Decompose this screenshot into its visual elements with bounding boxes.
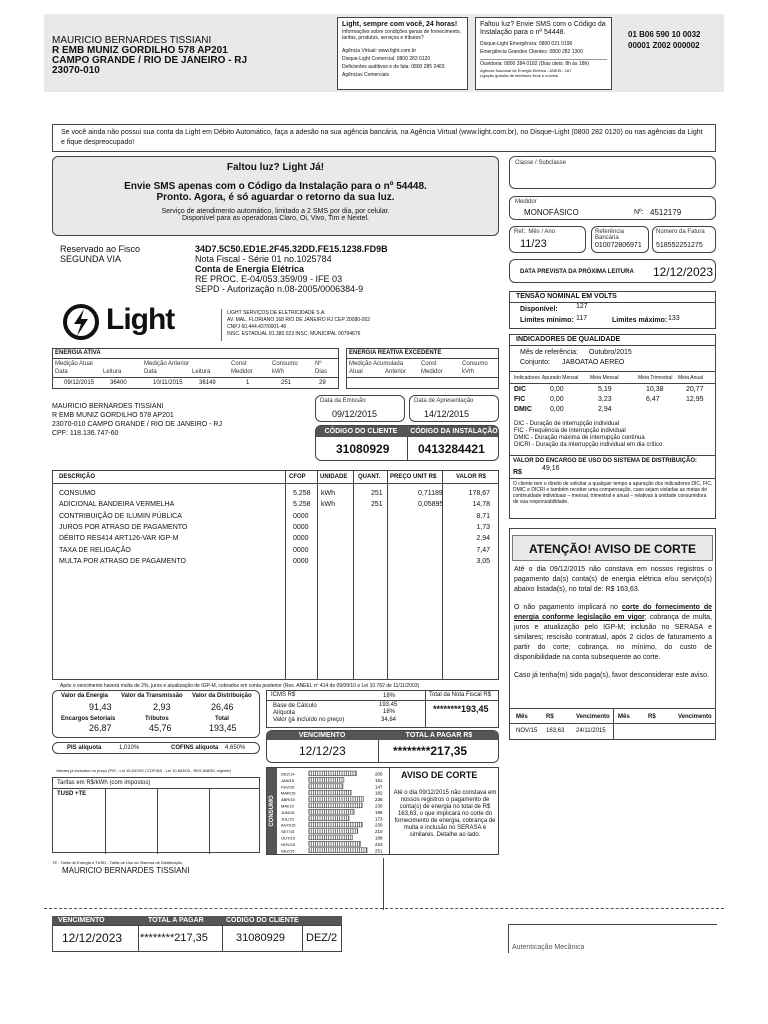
h-acum-anterior: Anterior: [385, 369, 407, 375]
h-leitura-anterior: Leitura: [192, 369, 211, 375]
qual-header-3: Meta Trimestral: [638, 375, 673, 381]
item-unidade: kWh: [321, 490, 335, 497]
const-value: 1: [246, 380, 250, 386]
itens-table: [52, 470, 499, 680]
header-cep: 23070-010: [52, 65, 100, 76]
qualidade-box: [509, 334, 716, 519]
historico-side-label: CONSUMO: [269, 795, 275, 827]
header-address: [52, 36, 247, 76]
legend-dic: DIC - Duração de interrupção individual: [514, 421, 620, 427]
fatura-box: [652, 226, 716, 253]
item-cfop: 0000: [293, 546, 309, 554]
qual-cell: 12,95: [686, 396, 704, 403]
at-h-mes-1: Mês: [516, 714, 528, 720]
item-descricao: MULTA POR ATRASO DE PAGAMENTO: [59, 557, 186, 565]
itens-footnote: Após o vencimento haverá multa de 2%, juros e atualização de IGP-M, cobrados em conta posterior (Res. ANEEL nº 414 de 09/09/10 e Lei 10.762 de 11/11/2003): [60, 683, 420, 689]
h-kvrh: kVrh: [462, 369, 475, 375]
nota-fiscal: Nota Fiscal - Série 01 no.1025784: [195, 254, 332, 264]
barcode-line-1: 01 B06 590 10 0032: [628, 30, 701, 39]
light-logo-text: Light: [106, 303, 175, 336]
company-line-3: CNPJ 60.444.437/0001-46: [227, 324, 287, 330]
hist-month-label: JAN/15: [281, 777, 295, 783]
fatura-label: Número da Fatura: [656, 229, 705, 235]
faltou-title: Faltou luz? Light Já!: [226, 162, 325, 173]
cofins-label: COFINS alíquota: [171, 745, 219, 751]
agencias: Agências Comerciais: [342, 72, 389, 78]
hist-month-label: SET/15: [281, 829, 295, 835]
qual-header-1: Apurado Mensal: [542, 375, 579, 381]
te-note: TE - Tarifa de Energia e TUSD - Tarifa de Uso do Sistema de Distribuição.: [52, 860, 183, 865]
pag-total: ********217,35: [393, 744, 468, 758]
encargo-value: 49,16: [542, 465, 560, 472]
h-reativa-const: Const: [421, 361, 437, 367]
faltou-info-box: [475, 17, 612, 90]
company-info: [227, 310, 370, 338]
aliquota-label: Alíquota: [273, 710, 296, 716]
hist-value-label: 195: [375, 809, 383, 815]
pis-cofins-box: [52, 742, 260, 754]
distribuicao-label: Valor da Distribuição: [192, 693, 252, 699]
hist-value-label: 173: [375, 816, 383, 822]
atencao-p2a: O não pagamento implicará no: [514, 604, 622, 611]
qual-row-label: DMIC: [514, 406, 532, 413]
tensao-min-label: Limites mínimo:: [520, 317, 574, 324]
stub-venc: 12/12/2023: [62, 931, 123, 945]
data-emissao-box: [315, 395, 405, 422]
tensao-title: TENSÃO NOMINAL EM VOLTS: [516, 293, 617, 300]
h-data-atual: Data: [55, 369, 68, 375]
icms-label: ICMS R$: [271, 692, 296, 698]
hist-value-label: 251: [375, 848, 383, 854]
energia-reativa-box: [346, 348, 499, 389]
cliente-cpf: CPF: 118.136.747-60: [52, 430, 119, 437]
historico-chart: [279, 769, 389, 855]
tarifas-box: [52, 777, 260, 853]
ouvidoria: Ouvidoria: 0800 284 0182 (Dias úteis: 8h às 18h): [480, 61, 589, 67]
item-valor: 1,73: [476, 523, 490, 531]
h-unidade: UNIDADE: [320, 474, 348, 480]
faltou-box-title: Faltou luz? Envie SMS com o Código da Instalação para o nº 54448.: [480, 21, 606, 36]
light-logo-icon: [62, 303, 100, 341]
aneel-note: Ligação gratuita de telefones fixos e móveis.: [480, 73, 559, 78]
light-info-box: [337, 17, 468, 90]
qualidade-legend: [514, 421, 662, 449]
h-med-atual: Medição Atual: [55, 361, 93, 367]
mes-ref: Outubro/2015: [589, 349, 632, 356]
qual-cell: 3,23: [598, 396, 612, 403]
h-med-anterior: Medição Anterior: [144, 361, 190, 367]
conta-energia: Conta de Energia Elétrica: [195, 264, 305, 274]
hist-month-label: AGO/15: [281, 822, 296, 828]
hist-month-label: OUT/15: [281, 835, 296, 841]
qual-header-0: Indicadores: [514, 375, 540, 381]
hist-month-label: DEZ/14: [281, 771, 295, 777]
header-address-2: CAMPO GRANDE / RIO DE JANEIRO - RJ: [52, 55, 248, 66]
proxima-leitura-label: DATA PREVISTA DA PRÓXIMA LEITURA: [520, 269, 634, 275]
company-line-4: INSC. ESTADUAL 81.380.023 INSC. MUNICIPAL 00794676: [227, 331, 361, 337]
dias-value: 29: [319, 380, 326, 386]
cliente-address-1: R EMB MUNIZ GORDILHO 578 AP201: [52, 412, 174, 419]
h-descricao: DESCRIÇÃO: [59, 474, 96, 480]
h-n: Nº: [315, 361, 322, 367]
historico-box: [266, 767, 499, 855]
stub-cliente: 31080929: [236, 932, 285, 944]
data-apresentacao-box: [409, 395, 499, 422]
item-cfop: 5.258: [293, 490, 311, 497]
qual-cell: 5,19: [598, 386, 612, 393]
hist-month-label: NOV/15: [281, 841, 296, 847]
stub-total-label: TOTAL A PAGAR: [148, 917, 218, 924]
proxima-leitura-value: 12/12/2023: [652, 265, 713, 279]
company-line-1: LIGHT SERVIÇOS DE ELETRICIDADE S.A.: [227, 310, 326, 316]
item-cfop: 0000: [293, 523, 309, 531]
qual-cell: 0,00: [550, 406, 564, 413]
table-row: [53, 490, 500, 501]
item-cfop: 0000: [293, 535, 309, 543]
hist-value-label: 188: [375, 835, 383, 841]
aviso-corte-small-title: AVISO DE CORTE: [401, 770, 478, 780]
codigo-instalacao: 0413284421: [418, 442, 485, 456]
hist-month-label: ABR/15: [281, 797, 295, 803]
ref-bancaria-box: [591, 226, 649, 253]
ref-mes-label: Ref.: Mês / Ano: [514, 229, 556, 235]
base-value: 193,45: [379, 702, 398, 708]
table-row: [53, 547, 500, 558]
atencao-p2c: ; cobrança de multa, juros e atualização pelo IGP-M; inclusão no SERASA e similares; rescisão contratual, após 2 ciclos de faturamento a partir do corte; cobrança, no mínimo, do custo de disponibilidade na conta subsequente ao corte.: [514, 614, 712, 661]
table-row: [53, 535, 500, 546]
hist-month-label: DEZ/15: [281, 848, 295, 854]
tensao-disp: 127: [576, 303, 588, 310]
tensao-box: [509, 291, 716, 329]
itens-header: [53, 471, 498, 484]
header-address-1: R EMB MUNIZ GORDILHO 578 AP201: [52, 45, 228, 56]
hist-value-label: 230: [375, 803, 383, 809]
ref-mes-box: [509, 226, 586, 253]
h-medidor: Medidor: [231, 369, 253, 375]
hist-value-label: 235: [375, 797, 383, 803]
item-cfop: 0000: [293, 512, 309, 520]
faltou-note-2: Disponível para as operadoras Claro, Oi, Vivo, Tim e Nextel.: [181, 215, 369, 222]
medidor-numero: 4512179: [650, 208, 682, 217]
energia-value: 91,43: [89, 702, 112, 712]
encargos-value: 26,87: [89, 723, 112, 733]
transmissao-value: 2,93: [153, 702, 171, 712]
encargo-label: VALOR DO ENCARGO DE USO DO SISTEMA DE DISTRIBUIÇÃO:: [513, 458, 698, 464]
tusd-label: TUSD +TE: [57, 791, 87, 797]
qual-header-4: Meta Anual: [678, 375, 704, 381]
item-quant: 251: [371, 501, 383, 509]
icms-box: [266, 690, 499, 728]
cliente-info: [52, 402, 222, 438]
stub-total: ********217,35: [140, 932, 208, 944]
h-preco: PREÇO UNIT R$: [390, 474, 437, 480]
atencao-p2: [514, 603, 712, 663]
stub-cliente-label: CÓDIGO DO CLIENTE: [226, 917, 316, 924]
h-dias: Dias: [315, 369, 328, 375]
cliente-name: MAURICIO BERNARDES TISSIANI: [52, 403, 164, 410]
conjunto-label: Conjunto:: [520, 359, 550, 366]
atencao-p2b: corte do fornecimento de energia conforme legislação em vigor: [514, 604, 713, 621]
table-row: [53, 524, 500, 535]
leitura-atual: 36400: [110, 380, 127, 386]
total-value: 193,45: [209, 723, 237, 733]
disque-emergencia: Disque-Light Emergência: 0800 021 0196: [480, 41, 573, 47]
reservado-fisco: Reservado ao Fisco: [60, 244, 141, 254]
mes-ref-label: Mês de referência:: [520, 349, 578, 356]
item-valor: 2,94: [476, 535, 490, 543]
at-venc: 24/11/2015: [576, 728, 606, 734]
tributos-value: 45,76: [149, 723, 172, 733]
item-preco: 0,71189: [418, 490, 443, 497]
consumo-value: 251: [281, 380, 292, 386]
icms-valor-label: Valor (já incluído no preço): [273, 717, 345, 723]
energia-ativa-label: ENERGIA ATIVA: [55, 350, 101, 356]
cofins-value: 4,650%: [225, 745, 246, 751]
h-leitura-atual: Leitura: [103, 369, 122, 375]
h-reativa-medidor: Medidor: [421, 369, 443, 375]
h-cfop: CFOP: [289, 474, 306, 480]
faltou-luz-box: [52, 156, 499, 236]
item-quant: 251: [371, 490, 383, 497]
h-valor: VALOR R$: [456, 474, 486, 480]
hist-month-label: MAI/15: [281, 803, 294, 809]
qual-cell: 0,00: [550, 396, 564, 403]
energia-ativa-box: [52, 348, 339, 389]
fisco-labels: [60, 244, 140, 264]
ref-mes-value: 11/23: [520, 238, 547, 250]
table-row: [53, 501, 500, 512]
qual-cell: 10,38: [646, 386, 664, 393]
qual-row-label: DIC: [514, 386, 527, 393]
atencao-table: [509, 708, 716, 740]
tarifas-title: Tarifas em R$/kWh (com impostos): [57, 780, 151, 786]
ref-banc-label: Referência Bancária: [595, 229, 625, 241]
fisco-info: [195, 244, 388, 294]
stub-venc-label: VENCIMENTO: [58, 917, 118, 924]
pis-value: 1,010%: [119, 745, 140, 751]
valores-box: [52, 690, 260, 738]
classe-subclasse-box: [509, 156, 716, 189]
tensao-min: 117: [576, 315, 588, 322]
pis-label: PIS alíquota: [67, 745, 102, 751]
disque-comercial: Disque-Light Comercial: 0800 282 0120: [342, 56, 431, 62]
total-label: Total: [215, 716, 229, 722]
tributos-note: Valores já incluídos no preço (PIS - Lei 10.637/02 | COFINS - Lei 10.833/03 - RES ANEEL vigente): [56, 768, 231, 773]
h-acum-atual: Atual: [349, 369, 363, 375]
legend-dicri: DICRI - Duração da interrupção individual em dia crítico: [514, 442, 663, 448]
icms-aliq-top: 18%: [383, 693, 396, 699]
re-proc: RE PROC. E-04/053.359/09 - IFE 03: [195, 274, 343, 284]
atencao-title: ATENÇÃO! AVISO DE CORTE: [528, 542, 697, 556]
hist-value-label: 223: [375, 841, 383, 847]
tensao-max-label: Limites máximo:: [612, 317, 668, 324]
qual-row-label: FIC: [514, 396, 526, 403]
at-h-mes-2: Mês: [618, 714, 630, 720]
encargos-label: Encargos Setoriais: [61, 716, 116, 722]
light-box-title: Light, sempre com você, 24 horas!: [342, 21, 458, 28]
hist-value-label: 151: [375, 777, 383, 783]
agency-virtual: Agência Virtual: www.light.com.br: [342, 48, 417, 54]
at-h-venc-2: Vencimento: [678, 714, 712, 720]
item-descricao: JUROS POR ATRASO DE PAGAMENTO: [59, 523, 188, 531]
item-valor: 7,47: [476, 546, 490, 554]
hist-month-label: MAR/15: [281, 790, 296, 796]
pag-total-label: TOTAL A PAGAR R$: [379, 732, 499, 739]
ref-banc-value: 010072806971: [595, 242, 642, 249]
item-descricao: CONSUMO: [59, 490, 96, 497]
light-box-sub: Informações sobre condições gerais de fornecimento, tarifas, produtos, serviços e tributos?: [342, 29, 461, 41]
h-quant: QUANT.: [358, 474, 381, 480]
header-customer-name: MAURICIO BERNARDES TISSIANI: [52, 35, 212, 46]
h-consumo: Consumo: [272, 361, 298, 367]
qualidade-note: O cliente tem o direito de solicitar a qualquer tempo a apuração dos indicadores DIC, FIC, DMIC e DICRI e também receber uma compensação, caso sejam violadas as metas de continuidade individuais – mensal, trimestral e anual – relativas à unidade consumidora de sua responsabilidade.: [513, 481, 713, 505]
codigos-box: [315, 425, 499, 461]
faltou-line-1: Envie SMS apenas com o Código da Instalação para o nº 54448.: [124, 181, 427, 192]
at-h-rs-2: R$: [648, 714, 656, 720]
qual-header-2: Meta Mensal: [590, 375, 619, 381]
conjunto: JABOATAO AEREO: [562, 359, 625, 366]
hist-value-label: 182: [375, 790, 383, 796]
hist-value-label: 230: [375, 822, 383, 828]
item-descricao: CONTRIBUIÇÃO DE ILUMIN PÚBLICA: [59, 512, 182, 520]
sepd: SEPD - Autorização n.08-2005/0006384-9: [195, 284, 364, 294]
pag-venc-label: VENCIMENTO: [267, 732, 377, 739]
item-valor: 178,67: [468, 490, 490, 497]
data-anterior: 10/11/2015: [153, 380, 183, 386]
aliquota-value: 18%: [383, 709, 396, 715]
apresentacao-value: 14/12/2015: [424, 409, 470, 419]
light-logo: [62, 303, 202, 345]
hist-month-label: JUN/15: [281, 809, 295, 815]
hist-month-label: FEV/15: [281, 784, 295, 790]
item-valor: 3,05: [476, 557, 490, 565]
item-preco: 0,05895: [418, 501, 444, 509]
qual-cell: 20,77: [686, 386, 704, 393]
icms-valor: 34,84: [381, 717, 397, 723]
leitura-anterior: 36149: [199, 380, 216, 386]
item-cfop: 5.258: [293, 501, 311, 509]
codigo-cliente: 31080929: [336, 442, 390, 456]
emissao-value: 09/12/2015: [332, 409, 378, 419]
cliente-address-2: 23070-010 CAMPO GRANDE / RIO DE JANEIRO - RJ: [52, 421, 222, 428]
table-row: [53, 513, 500, 524]
at-mes: NOV/15: [516, 728, 538, 734]
legend-fic: FIC - Frequência de interrupção individual: [514, 428, 626, 434]
nf-total-label: Total da Nota Fiscal R$: [429, 692, 492, 698]
codigo-instalacao-label: CÓDIGO DA INSTALAÇÃO: [408, 426, 499, 437]
item-valor: 8,71: [476, 512, 490, 520]
hist-bar: [309, 771, 356, 776]
encargo-rs: R$: [513, 469, 522, 476]
energia-label: Valor da Energia: [61, 693, 109, 699]
item-cfop: 0000: [293, 557, 309, 565]
segunda-via: SEGUNDA VIA: [60, 254, 122, 264]
data-atual: 09/12/2015: [64, 380, 95, 386]
h-kwh: kWh: [272, 369, 284, 375]
tensao-max: 133: [668, 315, 680, 322]
hist-month-label: JUL/15: [281, 816, 294, 822]
emissao-label: Data da Emissão: [320, 398, 366, 404]
emergencia-grandes: Emergência Grandes Clientes: 0800 282 1300: [480, 49, 583, 55]
energia-reativa-label: ENERGIA REATIVA EXCEDENTE: [349, 350, 442, 356]
proxima-leitura-box: [509, 259, 716, 283]
apresentacao-label: Data de Apresentação: [414, 398, 474, 404]
atencao-p3: Caso já tenha(m) sido paga(s), favor desconsiderar este aviso.: [514, 672, 709, 679]
hist-value-label: 210: [375, 829, 383, 835]
nf-total-value: ********193,45: [433, 704, 489, 714]
aneel: Agência Nacional de Energia Elétrica - ANEEL: 167: [480, 68, 572, 73]
medidor-label: Medidor: [515, 199, 537, 205]
faltou-note-1: Serviço de atendimento automático, limitado a 2 SMS por dia, por celular.: [161, 208, 390, 215]
base-label: Base de Cálculo: [273, 703, 317, 709]
h-med-acum: Medição Acumulada: [349, 361, 404, 367]
medidor-tipo: MONOFÁSICO: [524, 208, 579, 217]
tensao-disp-label: Disponível:: [520, 306, 558, 313]
pagamento-box: [266, 730, 499, 763]
medidor-box: [509, 196, 716, 220]
autenticacao-mecanica: Autenticação Mecânica: [512, 944, 585, 951]
company-line-2: AV. MAL. FLORIANO 168 RIO DE JANEIRO RJ CEP 20080-002: [227, 317, 371, 323]
tributos-label: Tributos: [145, 716, 169, 722]
barcode-line-2: 00001 Z002 000002: [628, 41, 700, 50]
h-data-anterior: Data: [144, 369, 157, 375]
codigo-cliente-label: CÓDIGO DO CLIENTE: [316, 426, 406, 437]
qual-cell: 0,00: [550, 386, 564, 393]
qual-cell: 6,47: [646, 396, 660, 403]
item-valor: 14,78: [472, 501, 490, 509]
stub: [52, 916, 716, 952]
classe-label: Classe / Subclasse: [515, 160, 567, 166]
legend-dmic: DMIC - Duração máxima de interrupção contínua: [514, 435, 645, 441]
barcode-codes: [628, 29, 701, 51]
item-descricao: ADICIONAL BANDEIRA VERMELHA: [59, 501, 175, 509]
item-descricao: DÉBITO RES414 ART126-VAR IGP-M: [59, 535, 179, 543]
hist-value-label: 205: [375, 771, 383, 777]
at-rs: 163,63: [546, 728, 565, 734]
atencao-p1: Até o dia 09/12/2015 não constava em nossos registros o pagamento da(s) conta(s) de energia elétrica e/ou serviço(s) abaixo listada(s), no total de: R$ 163,63.: [514, 566, 712, 593]
fatura-value: 518552251275: [656, 242, 703, 249]
h-reativa-consumo: Consumo: [462, 361, 488, 367]
footer-name: MAURICIO BERNARDES TISSIANI: [62, 866, 190, 875]
atencao-text: [514, 565, 712, 681]
fisco-code: 34D7.5C50.ED1E.2F45.32DD.FE15.1238.FD9B: [195, 244, 388, 254]
qual-cell: 2,94: [598, 406, 612, 413]
transmissao-label: Valor da Transmissão: [121, 693, 183, 699]
qualidade-title: INDICADORES DE QUALIDADE: [516, 336, 621, 343]
hist-value-label: 147: [375, 784, 383, 790]
medidor-n-label: Nº:: [634, 209, 644, 216]
item-descricao: TAXA DE RELIGAÇÃO: [59, 546, 131, 554]
stub-mes: DEZ/2: [306, 932, 338, 944]
faltou-line-2: Pronto. Agora, é só aguardar o retorno da sua luz.: [156, 192, 395, 203]
deficientes-phone: Deficientes auditivos e de fala: 0800 285 2463: [342, 64, 445, 70]
aviso-corte-small-text: Até o dia 09/12/2015 não constava em nossos registros o pagamento de conta(s) de energia no total de R$ 163,63, o que implicará no corte do fornecimento de energia, cobrança de multa e inclusão no SERASA e similares. Detalhe ao lado.: [393, 790, 497, 838]
distribuicao-value: 26,46: [211, 702, 234, 712]
table-row: [53, 558, 500, 569]
pag-venc: 12/12/23: [299, 744, 346, 758]
item-unidade: kWh: [321, 501, 335, 509]
at-h-venc-1: Vencimento: [576, 714, 610, 720]
debito-automatico-notice: Se você ainda não possui sua conta da Light em Débito Automático, faça a adesão na sua agência bancária, na Agência Virtual (www.light.com.br), no Disque-Light (0800 282 0120) ou nas agências da Light e fique despreocupado!: [52, 124, 716, 152]
at-h-rs-1: R$: [546, 714, 554, 720]
h-const: Const: [231, 361, 247, 367]
